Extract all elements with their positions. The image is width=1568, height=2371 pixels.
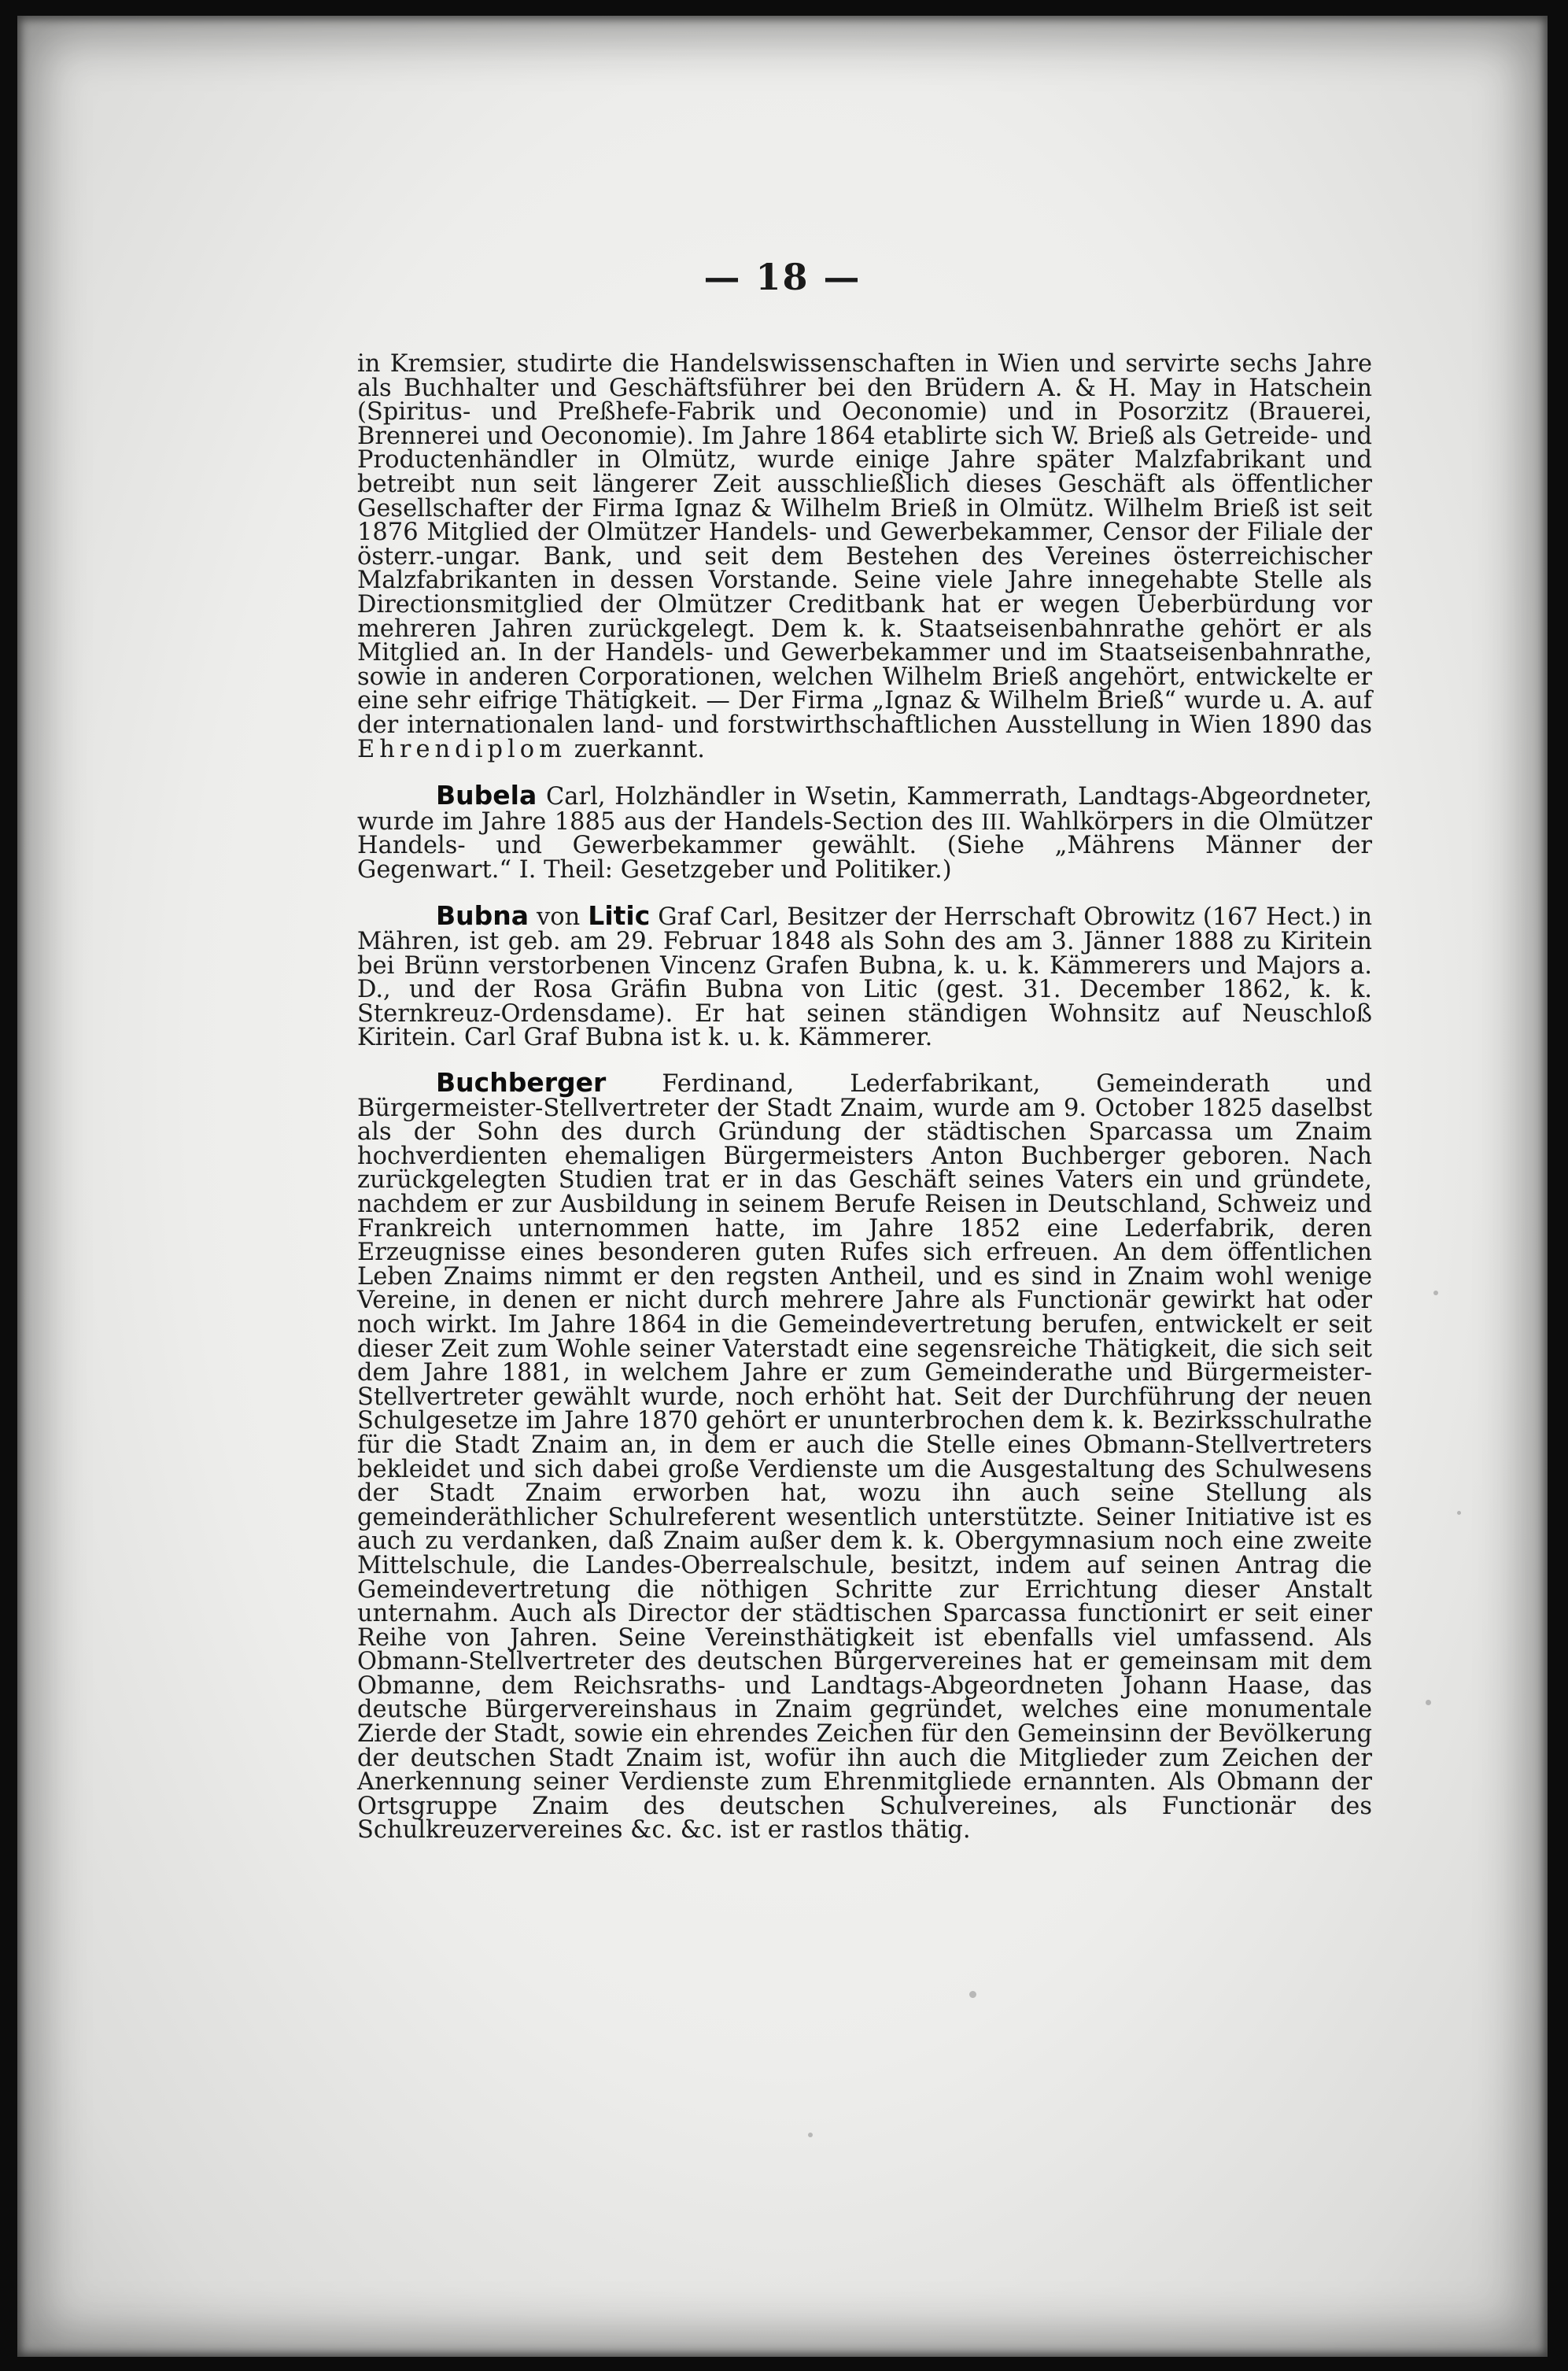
text-run: Wahlkörpers in die Olmützer Handels- und Gewerbekammer gewählt. (Siehe „Mährens Männer der Gegenwart.“ I. Theil: Gesetzgeber und Politiker.) bbox=[357, 807, 1373, 884]
text-run-spaced: Ehrendiplom bbox=[357, 735, 567, 763]
page-number: — 18 — bbox=[703, 256, 861, 298]
entry-headword: Buchberger bbox=[436, 1067, 607, 1099]
text-run: in Kremsier, studirte die Handelswissenschaften in Wien und servirte sechs Jahre als Buchhalter und Geschäftsführer bei den Brüdern A. & H. May in Hatschein (Spiritus- und Preßhefe-Fabrik und Oeconomie) und in Posorzitz (Brauerei, Brennerei und Oeconomie). Im Jahre 1864 etablirte sich W. Brieß als Getreide- und Productenhändler in Olmütz, wurde einige Jahre später Malzfabrikant und betreibt nun seit längerer Zeit ausschließlich dieses Geschäft als öffentlicher Gesellschafter der Firma Ignaz & Wilhelm Brieß in Olmütz. Wilhelm Brieß ist seit 1876 Mitglied der Olmützer Handels- und Gewerbekammer, Censor der Filiale der österr.-ungar. Bank, und seit dem Bestehen des Vereines österreichischer Malzfabrikanten in dessen Vorstande. Seine viele Jahre innegehabte Stelle als Directionsmitglied der Olmützer Creditbank hat er wegen Ueberbürdung vor mehreren Jahren zurückgelegt. Dem k. k. Staatseisenbahnrathe gehört er als Mitglied an. In der Handels- und Gewerbekammer und im Staatseisenbahnrathe, sowie in anderen Corporationen, welchen Wilhelm Brieß angehört, entwickelte er eine sehr eifrige Thätigkeit. — Der Firma „Ignaz & Wilhelm Brieß“ wurde u. A. auf der internationalen land- und forstwirthschaftlichen Ausstellung in Wien 1890 das bbox=[357, 350, 1372, 739]
paper-speck bbox=[808, 2133, 813, 2137]
entry-headword: Bubela bbox=[436, 780, 537, 811]
entry-bubela bbox=[357, 780, 1373, 884]
entry-bubna bbox=[357, 900, 1372, 1052]
paragraph-intro bbox=[357, 350, 1372, 763]
text-run: Carl, Holzhändler in Wsetin, Kammerrath, Landtags-Abgeordneter, wurde im Jahre 1885 aus der Handels-Section des bbox=[357, 783, 1372, 836]
body-text bbox=[357, 350, 1373, 1845]
paper-speck bbox=[969, 1991, 976, 1998]
text-run: von bbox=[529, 903, 588, 932]
entry-buchberger bbox=[357, 1067, 1372, 1845]
paper-speck bbox=[1426, 1700, 1431, 1705]
text-run: Ferdinand, Lederfabrikant, Gemeinderath und Bürgermeister-Stellvertreter der Stadt Znaim, wurde am 9. October 1825 daselbst als der Sohn des durch Gründung der städtischen Sparcassa um Znaim hochverdienten ehemaligen Bürgermeisters Anton Buchberger geboren. Nach zurückgelegten Studien trat er in das Geschäft seines Vaters ein und gründete, nachdem er zur Ausbildung in seinem Berufe Reisen in Deutschland, Schweiz und Frankreich unternommen hatte, im Jahre 1852 eine Lederfabrik, deren Erzeugnisse eines besonderen guten Rufes sich erfreuen. An dem öffentlichen Leben Znaims nimmt er den regsten Antheil, und es sind in Znaim wohl wenige Vereine, in denen er nicht durch mehrere Jahre als Functionär gewirkt hat oder noch wirkt. Im Jahre 1864 in die Gemeindevertretung berufen, entwickelt er seit dieser Zeit zum Wohle seiner Vaterstadt eine segensreiche Thätigkeit, die sich seit dem Jahre 1881, in welchem Jahre er zum Gemeinderathe und Bürgermeister-Stellvertreter gewählt wurde, noch erhöht hat. Seit der Durchführung der neuen Schulgesetze im Jahre 1870 gehört er ununterbrochen dem k. k. Bezirksschulrathe für die Stadt Znaim an, in dem er auch die Stelle eines Obmann-Stellvertreters bekleidet und sich dabei große Verdienste um die Ausgestaltung des Schulwesens der Stadt Znaim erworben hat, wozu ihn auch seine Stellung als gemeinderäthlicher Schulreferent wesentlich unterstützte. Seiner Initiative ist es auch zu verdanken, daß Znaim außer dem k. k. Obergymnasium noch eine zweite Mittelschule, die Landes-Oberrealschule, besitzt, indem auf seinen Antrag die Gemeindevertretung die nöthigen Schritte zur Errichtung dieser Anstalt unternahm. Auch als Director der städtischen Sparcassa functionirt er seit einer Reihe von Jahren. Seine Vereinsthätigkeit ist ebenfalls viel umfassend. Als Obmann-Stellvertreter des deutschen Bürgervereines hat er gemeinsam mit dem Obmanne, dem Reichsraths- und Landtags-Abgeordneten Johann Haase, das deutsche Bürgervereinshaus in Znaim gegründet, welches eine monumentale Zierde der Stadt, sowie ein ehrendes Zeichen für den Gemeinsinn der Bevölkerung der deutschen Stadt Znaim ist, wofür ihn auch die Mitglieder zum Zeichen der Anerkennung seiner Verdienste zum Ehrenmitgliede ernannten. Als Obmann der Ortsgruppe Znaim des deutschen Schulvereines, als Functionär des Schulkreuzervereines &c. &c. ist er rastlos thätig. bbox=[357, 1070, 1372, 1845]
entry-headword-secondary: Litic bbox=[588, 900, 651, 932]
text-run: Graf Carl, Besitzer der Herrschaft Obrowitz (167 Hect.) in Mähren, ist geb. am 29. Februar 1848 als Sohn des am 3. Jänner 1888 zu Kiritein bei Brünn verstorbenen Vincenz Grafen Bubna, k. u. k. Kämmerers und Majors a. D., und der Rosa Gräfin Bubna von Litic (gest. 31. December 1862, k. k. Sternkreuz-Ordensdame). Er hat seinen ständigen Wohnsitz auf Neuschloß Kiritein. Carl Graf Bubna ist k. u. k. Kämmerer. bbox=[357, 903, 1372, 1052]
text-run: zuerkannt. bbox=[566, 735, 705, 763]
text-run-roman: III. bbox=[981, 807, 1012, 835]
entry-headword: Bubna bbox=[436, 900, 529, 932]
paper-speck bbox=[1433, 1291, 1438, 1295]
scanned-page bbox=[17, 16, 1548, 2357]
paper-speck bbox=[1457, 1511, 1461, 1515]
